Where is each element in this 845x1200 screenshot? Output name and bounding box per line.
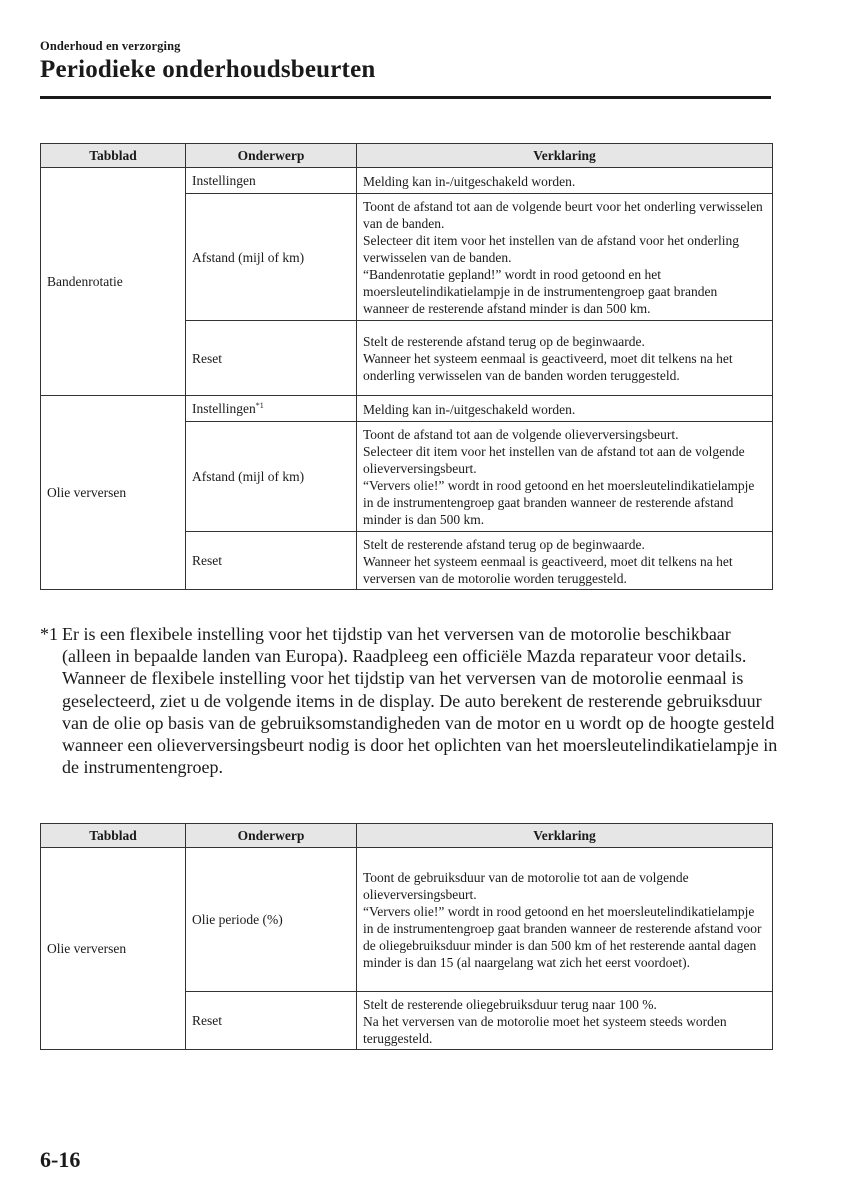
column-header-subject: Onderwerp	[186, 824, 357, 848]
footnote	[40, 623, 780, 778]
table-header-row	[41, 144, 773, 168]
description-cell: Toont de gebruiksduur van de motorolie tot aan de volgende olieverversingsbeurt. “Ververs olie!” wordt in rood getoond en het moersleutelindikatielampje in de instrumentengroep gaat branden wanneer de resterende afstand voor de oliegebruiksduur minder is dan 500 km of het resterende aantal dagen minder is dan 15 (al naargelang wat zich het eerst voordoet).	[357, 848, 773, 992]
tab-cell-oil-change: Olie verversen	[41, 848, 186, 1050]
table-row	[41, 168, 773, 194]
footnote-paragraph: Wanneer de flexibele instelling voor het tijdstip van het verversen van de motorolie eenmaal is geselecteerd, ziet u de volgende items in de display. De auto berekent de resterende gebruiksduur van de olie op basis van de gebruiksomstandigheden van de motor en u wordt op de hoogte gesteld wanneer een olieverversingsbeurt nodig is door het oplichten van het moersleutelindikatielampje in de instrumentengroep.	[62, 668, 778, 778]
section-label: Onderhoud en verzorging	[40, 39, 181, 53]
title-rule	[40, 96, 771, 99]
description-cell: Toont de afstand tot aan de volgende beurt voor het onderling verwisselen van de banden. Selecteer dit item voor het instellen van de afstand voor het onderling verwisselen van de banden. “Bandenrotatie gepland!” wordt in rood getoond en het moersleutelindikatielampje in de instrumentengroep gaat branden wanneer de resterende afstand minder is dan 500 km.	[357, 194, 773, 321]
description-cell: Stelt de resterende afstand terug op de beginwaarde. Wanneer het systeem eenmaal is geactiveerd, moet dit telkens na het onderling verwisselen van de banden worden teruggesteld.	[357, 321, 773, 396]
subject-cell: Reset	[186, 321, 357, 396]
description-cell: Stelt de resterende oliegebruiksduur terug naar 100 %. Na het verversen van de motorolie moet het systeem steeds worden teruggesteld.	[357, 992, 773, 1050]
settings-table-maintenance	[40, 143, 773, 590]
page-number: 6-16	[40, 1147, 81, 1172]
subject-cell: Afstand (mijl of km)	[186, 194, 357, 321]
column-header-tab: Tabblad	[41, 824, 186, 848]
table-row	[41, 396, 773, 422]
settings-table-flexible-oil	[40, 823, 773, 1050]
column-header-subject: Onderwerp	[186, 144, 357, 168]
footnote-body	[62, 623, 780, 778]
subject-cell: Reset	[186, 992, 357, 1050]
table-header-row	[41, 824, 773, 848]
footnote-mark: *1	[40, 624, 58, 644]
description-cell: Melding kan in-/uitgeschakeld worden.	[357, 168, 773, 194]
subject-cell: Olie periode (%)	[186, 848, 357, 992]
subject-cell: Instellingen	[186, 168, 357, 194]
subject-text: Instellingen	[192, 401, 256, 416]
footnote-reference: *1	[255, 401, 264, 410]
page-title: Periodieke onderhoudsbeurten	[40, 56, 376, 83]
description-cell: Toont de afstand tot aan de volgende olieverversingsbeurt. Selecteer dit item voor het instellen van de afstand tot aan de volgende olieverversingsbeurt. “Ververs olie!” wordt in rood getoond en het moersleutelindikatielampje in de instrumentengroep gaat branden wanneer de resterende afstand minder is dan 500 km.	[357, 422, 773, 532]
tab-cell-tire-rotation: Bandenrotatie	[41, 168, 186, 396]
column-header-tab: Tabblad	[41, 144, 186, 168]
subject-cell: Reset	[186, 532, 357, 590]
subject-cell	[186, 396, 357, 422]
column-header-description: Verklaring	[357, 144, 773, 168]
column-header-description: Verklaring	[357, 824, 773, 848]
footnote-paragraph: Er is een flexibele instelling voor het tijdstip van het verversen van de motorolie beschikbaar (alleen in bepaalde landen van Europa). Raadpleeg een officiële Mazda reparateur voor details.	[62, 624, 747, 667]
description-cell: Melding kan in-/uitgeschakeld worden.	[357, 396, 773, 422]
subject-cell: Afstand (mijl of km)	[186, 422, 357, 532]
tab-cell-oil-change: Olie verversen	[41, 396, 186, 590]
description-cell: Stelt de resterende afstand terug op de beginwaarde. Wanneer het systeem eenmaal is geactiveerd, moet dit telkens na het verversen van de motorolie worden teruggesteld.	[357, 532, 773, 590]
table-row	[41, 848, 773, 992]
